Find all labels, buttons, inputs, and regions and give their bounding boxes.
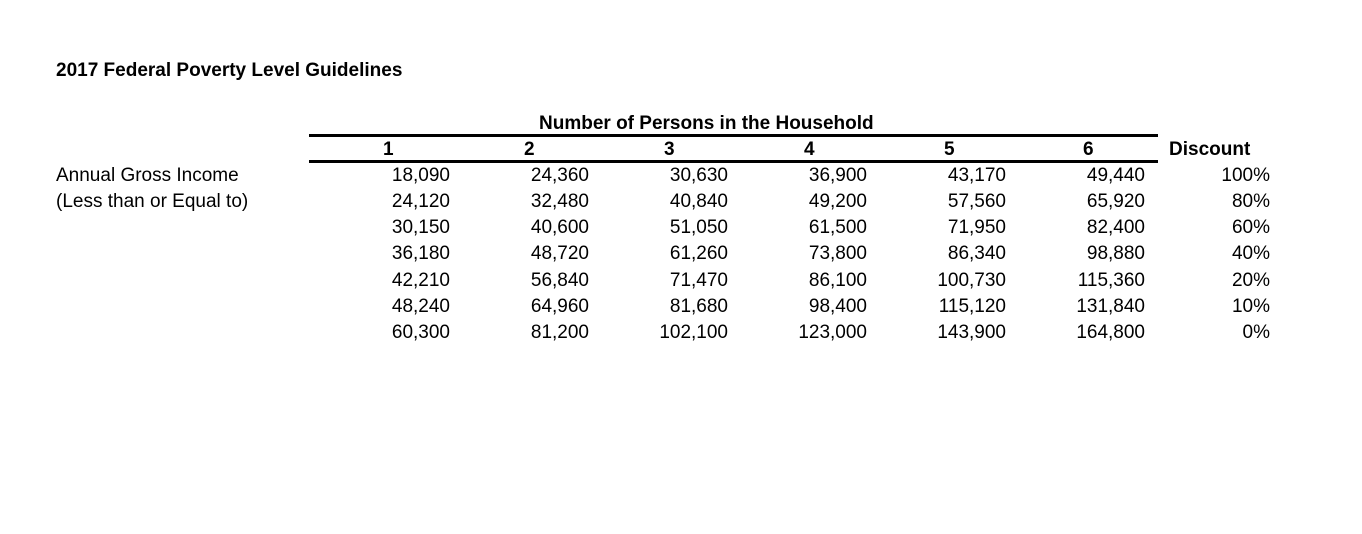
page-title: 2017 Federal Poverty Level Guidelines bbox=[56, 60, 403, 81]
discount-cell: 100% bbox=[1221, 165, 1270, 186]
income-cell: 115,120 bbox=[938, 296, 1006, 317]
income-cell: 24,120 bbox=[391, 191, 450, 212]
income-cell: 36,180 bbox=[391, 243, 450, 264]
income-cell: 71,470 bbox=[669, 270, 728, 291]
income-cell: 49,440 bbox=[1086, 165, 1145, 186]
income-cell: 48,720 bbox=[530, 243, 589, 264]
income-cell: 65,920 bbox=[1086, 191, 1145, 212]
discount-cell: 80% bbox=[1231, 191, 1270, 212]
income-cell: 60,300 bbox=[391, 322, 450, 343]
income-cell: 71,950 bbox=[947, 217, 1006, 238]
income-cell: 24,360 bbox=[530, 165, 589, 186]
column-header-3: 3 bbox=[664, 139, 675, 160]
column-header-4: 4 bbox=[804, 139, 815, 160]
household-size-header: Number of Persons in the Household bbox=[539, 113, 874, 134]
income-cell: 61,500 bbox=[808, 217, 867, 238]
income-cell: 100,730 bbox=[937, 270, 1006, 291]
income-cell: 131,840 bbox=[1076, 296, 1145, 317]
income-cell: 30,150 bbox=[391, 217, 450, 238]
income-cell: 98,880 bbox=[1086, 243, 1145, 264]
income-cell: 51,050 bbox=[669, 217, 728, 238]
income-cell: 36,900 bbox=[808, 165, 867, 186]
column-header-2: 2 bbox=[524, 139, 535, 160]
income-cell: 42,210 bbox=[391, 270, 450, 291]
income-cell: 61,260 bbox=[669, 243, 728, 264]
income-cell: 40,600 bbox=[530, 217, 589, 238]
discount-cell: 20% bbox=[1231, 270, 1270, 291]
discount-cell: 40% bbox=[1231, 243, 1270, 264]
discount-header: Discount bbox=[1169, 139, 1251, 160]
income-cell: 64,960 bbox=[530, 296, 589, 317]
column-header-5: 5 bbox=[944, 139, 955, 160]
income-cell: 81,200 bbox=[530, 322, 589, 343]
income-cell: 30,630 bbox=[669, 165, 728, 186]
income-cell: 81,680 bbox=[669, 296, 728, 317]
income-cell: 102,100 bbox=[659, 322, 728, 343]
income-cell: 86,340 bbox=[947, 243, 1006, 264]
income-cell: 98,400 bbox=[808, 296, 867, 317]
discount-cell: 60% bbox=[1231, 217, 1270, 238]
row-label-line1: Annual Gross Income bbox=[56, 165, 239, 186]
income-cell: 86,100 bbox=[808, 270, 867, 291]
income-cell: 49,200 bbox=[808, 191, 867, 212]
income-cell: 43,170 bbox=[947, 165, 1006, 186]
income-cell: 164,800 bbox=[1076, 322, 1145, 343]
income-cell: 18,090 bbox=[391, 165, 450, 186]
income-cell: 115,360 bbox=[1077, 270, 1145, 291]
row-label-line2: (Less than or Equal to) bbox=[56, 191, 249, 212]
income-cell: 73,800 bbox=[808, 243, 867, 264]
income-cell: 57,560 bbox=[947, 191, 1006, 212]
income-cell: 32,480 bbox=[530, 191, 589, 212]
income-cell: 143,900 bbox=[937, 322, 1006, 343]
discount-cell: 10% bbox=[1231, 296, 1270, 317]
column-header-6: 6 bbox=[1083, 139, 1094, 160]
header-rule-bottom bbox=[309, 160, 1158, 163]
income-cell: 82,400 bbox=[1086, 217, 1145, 238]
header-rule-top bbox=[309, 134, 1158, 137]
income-cell: 123,000 bbox=[798, 322, 867, 343]
income-cell: 56,840 bbox=[530, 270, 589, 291]
discount-cell: 0% bbox=[1242, 322, 1270, 343]
income-cell: 40,840 bbox=[669, 191, 728, 212]
income-cell: 48,240 bbox=[391, 296, 450, 317]
column-header-1: 1 bbox=[383, 139, 394, 160]
